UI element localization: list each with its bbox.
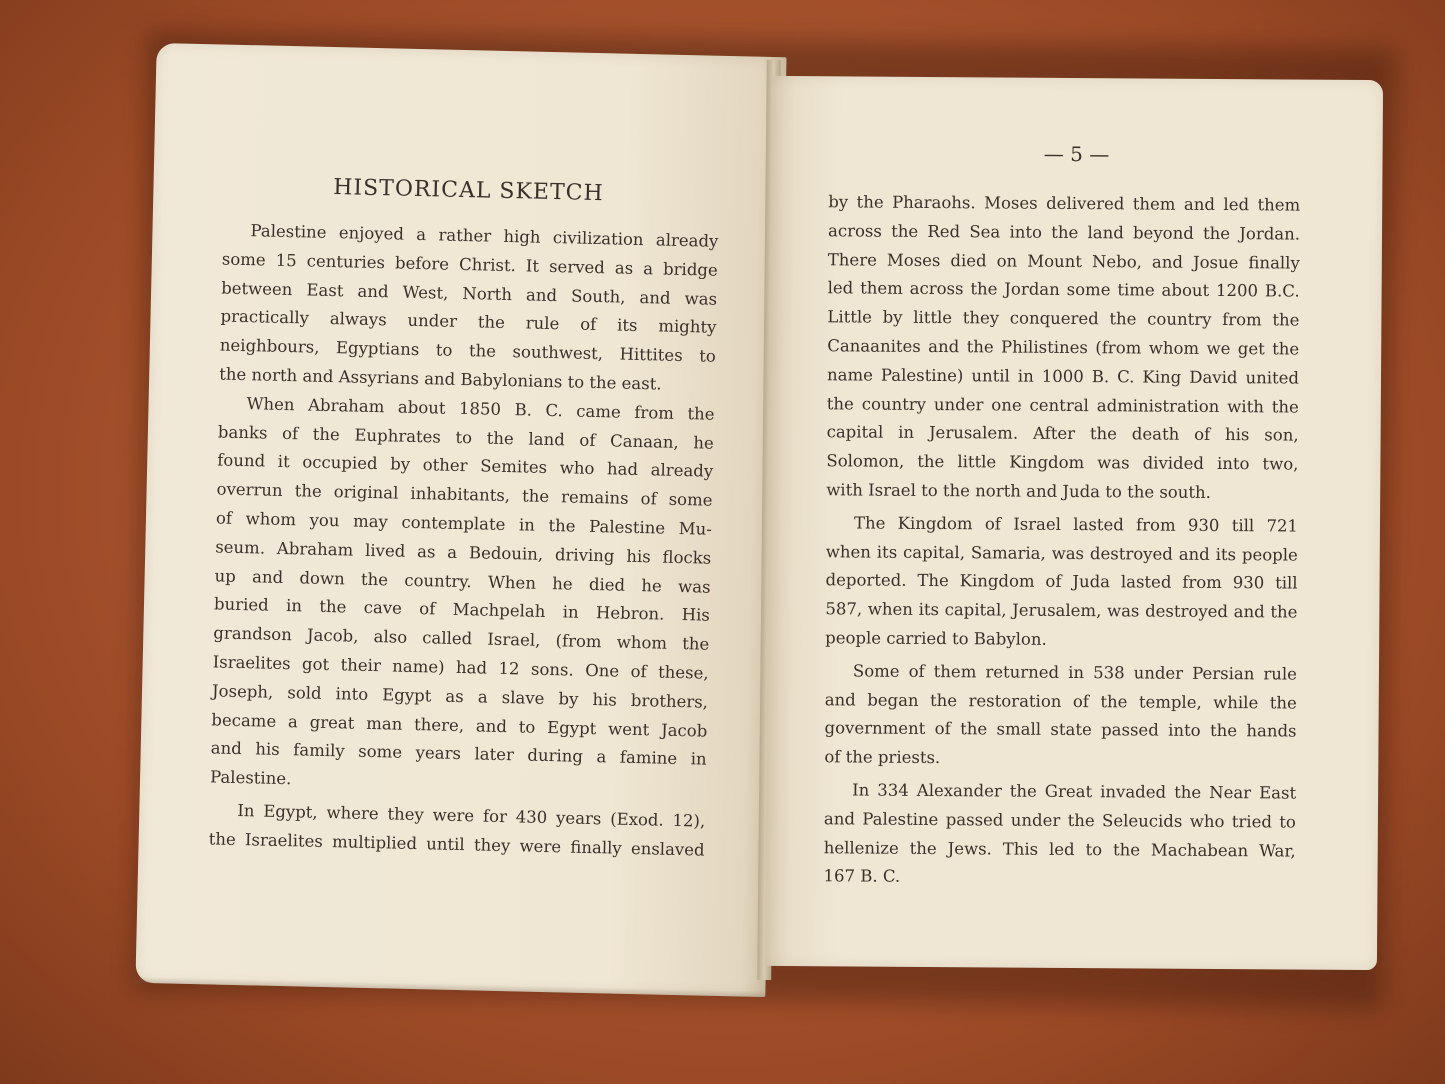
- text-line: became a great man there, and to Egypt went Jacob: [211, 709, 708, 741]
- right-page-body: [823, 188, 1300, 894]
- text-line: practically always under the rule of its mighty: [220, 306, 717, 338]
- text-line: by the Pharaohs. Moses delivered them and led them: [828, 192, 1301, 215]
- text-line: the country under one central administration with the: [826, 393, 1299, 417]
- text-line: Joseph, sold into Egypt as a slave by his brothers,: [211, 681, 709, 712]
- text-line: with Israel to the north and Juda to the south.: [826, 480, 1211, 502]
- text-line: When Abraham about 1850 B. C. came from the: [246, 393, 715, 424]
- text-line: and his family some years later during a famine in: [210, 738, 707, 769]
- text-line: In Egypt, where they were for 430 years (Exod. 12),: [237, 800, 706, 831]
- text-line: people carried to Babylon.: [825, 628, 1047, 649]
- text-line: Canaanites and the Philistines (from whom we get the: [827, 336, 1300, 359]
- text-line: There Moses died on Mount Nebo, and Josue finally: [827, 249, 1300, 273]
- text-line: of whom you may contemplate in the Palestine Mu-: [215, 508, 713, 539]
- text-line: Little by little they conquered the country from the: [827, 307, 1300, 330]
- text-line: some 15 centuries before Christ. It served as a bridge: [221, 249, 718, 280]
- left-page: [135, 43, 786, 997]
- text-line: across the Red Sea into the land beyond the Jordan.: [827, 221, 1301, 244]
- text-line: hellenize the Jews. This led to the Machabean War,: [823, 837, 1296, 861]
- text-line: overrun the original inhabitants, the remains of some: [216, 479, 713, 510]
- text-line: 167 B. C.: [823, 866, 901, 887]
- text-line: The Kingdom of Israel lasted from 930 till 721: [853, 513, 1299, 536]
- right-page: [765, 76, 1383, 970]
- text-line: and Palestine passed under the Seleucids who tried to: [823, 808, 1296, 832]
- text-line: led them across the Jordan some time about 1200 B.C.: [827, 278, 1300, 301]
- text-line: Palestine.: [209, 767, 292, 789]
- text-line: capital in Jerusalem. After the death of his son,: [826, 422, 1299, 445]
- text-line: the north and Assyrians and Babylonians to the east.: [219, 364, 662, 394]
- text-line: government of the small state passed into the hands: [824, 718, 1297, 741]
- text-line: the Israelites multiplied until they were finally enslaved: [208, 829, 705, 860]
- text-line: when its capital, Samaria, was destroyed and its people: [825, 541, 1298, 565]
- text-line: buried in the cave of Machpelah in Hebron. His: [213, 594, 711, 626]
- text-line: between East and West, North and South, and was: [220, 278, 718, 309]
- text-line: up and down the country. When he died he was: [214, 565, 711, 597]
- text-line: seum. Abraham lived as a Bedouin, driving his flocks: [215, 537, 712, 568]
- text-line: grandson Jacob, also called Israel, (from whom the: [213, 623, 710, 654]
- text-line: found it occupied by other Semites who had already: [217, 450, 714, 482]
- left-page-body: [208, 217, 718, 866]
- text-line: In 334 Alexander the Great invaded the Near East: [852, 780, 1297, 803]
- text-line: Some of them returned in 538 under Persian rule: [852, 661, 1298, 684]
- text-line: banks of the Euphrates to the land of Canaan, he: [217, 422, 715, 453]
- text-line: of the priests.: [824, 747, 941, 768]
- text-line: neighbours, Egyptians to the southwest, Hittites to: [219, 335, 716, 366]
- text-line: 587, when its capital, Jerusalem, was destroyed and the: [825, 599, 1298, 622]
- text-line: name Palestine) until in 1000 B. C. King David united: [826, 365, 1300, 388]
- text-line: deported. The Kingdom of Juda lasted from 930 till: [825, 570, 1298, 593]
- text-line: Solomon, the little Kingdom was divided into two,: [826, 451, 1299, 474]
- page-number: — 5 —: [1043, 141, 1110, 167]
- text-line: Israelites got their name) had 12 sons. One of these,: [212, 652, 709, 683]
- text-line: Palestine enjoyed a rather high civilization already: [250, 221, 719, 251]
- chapter-heading: HISTORICAL SKETCH: [332, 175, 604, 207]
- text-line: and began the restoration of the temple, while the: [824, 689, 1297, 713]
